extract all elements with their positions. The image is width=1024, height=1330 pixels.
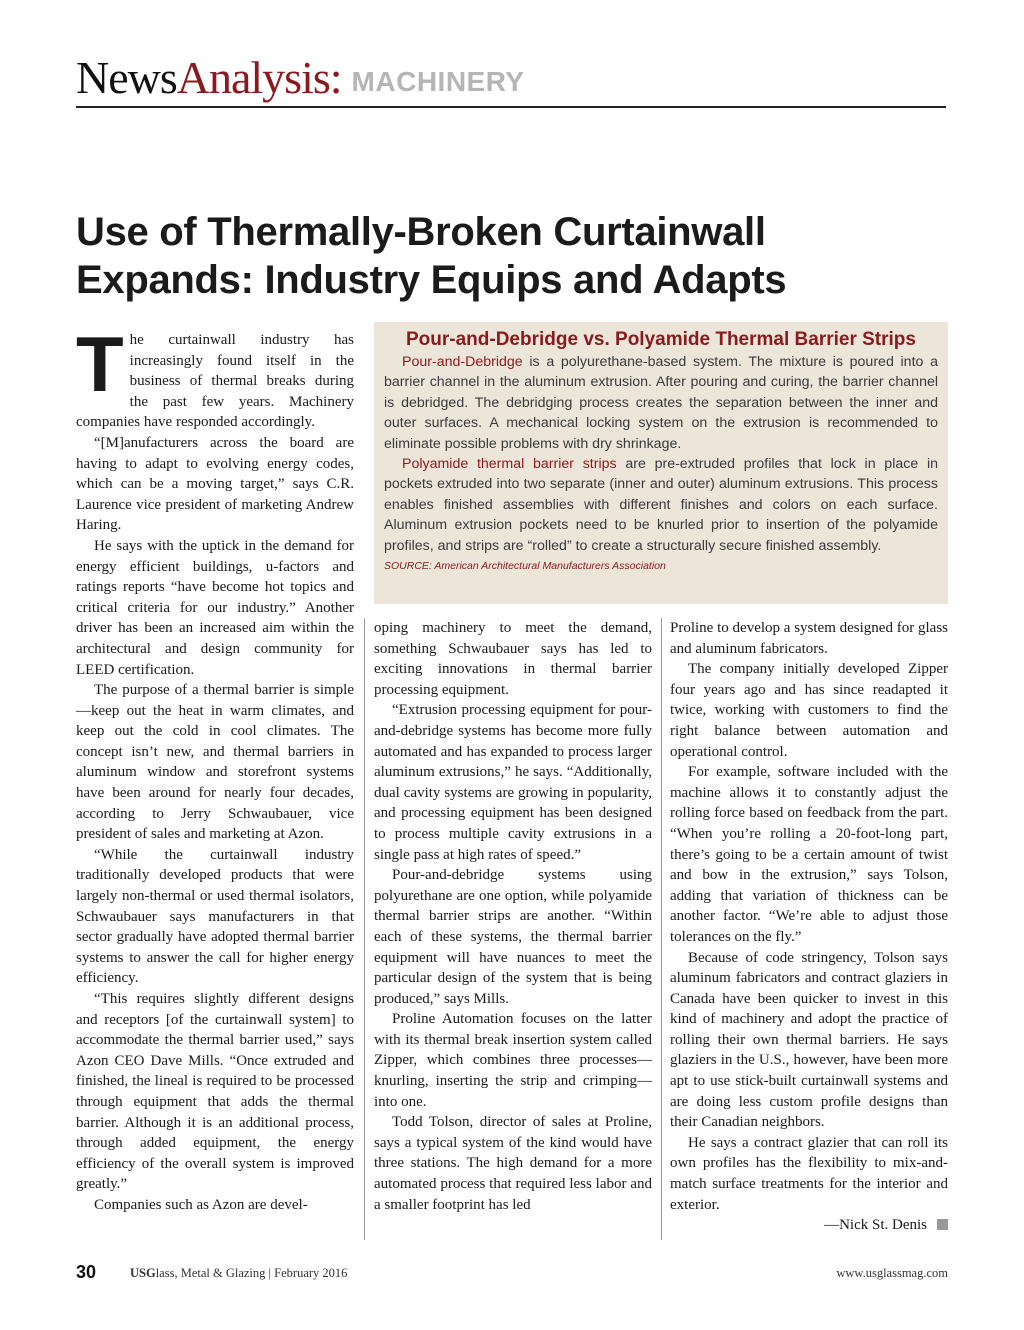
article-column-3 [670,618,948,1236]
article-paragraph [76,320,354,433]
article-paragraph: Because of code stringency, Tolson says aluminum fabricators and contract glaziers in Canada have been quicker to invest in this kind of machinery and adopt the practice of rolling their own thermal barriers. He says glaziers in the U.S., however, have been more apt to use stick-built curtainwall systems and are doing less custom profile designs than their Canadian neighbors. [670,949,948,1131]
article-paragraph: Companies such as Azon are devel- [94,1196,308,1213]
article-paragraph: Todd Tolson, director of sales at Proline, says a typical system of the kind would have three stations. The high demand for a more automated process that required less labor and a smaller footprint has led [374,1114,652,1213]
sidebar-box [374,322,948,604]
article-paragraph: He says a contract glazier that can roll its own profiles has the flexibility to mix-and-match surface treatments for the interior and exterior. [670,1134,948,1213]
article-paragraph: “[M]anufacturers across the board are having to adapt to evolving energy codes, which can be a moving target,” says C.R. Laurence vice president of marketing Andrew Haring. [76,434,354,534]
article-paragraph: “While the curtainwall industry traditionally developed products that were largely non-thermal or used thermal isolators, Schwaubauer says manufacturers in that sector gradually have adopted thermal barrier systems to answer the call for higher energy efficiency. [76,846,354,987]
column-divider [661,618,662,1240]
page-footer [76,1262,948,1286]
pub-abbrev: USG [130,1266,156,1280]
sidebar-source: SOURCE: American Architectural Manufacturers Association [384,560,666,573]
website-url: www.usglassmag.com [836,1266,948,1280]
sidebar-paragraph-1 [384,352,938,454]
headline [76,208,956,304]
article-column-2 [374,618,652,1215]
article-column-1 [76,320,354,1216]
article-paragraph: “This requires slightly different designs and receptors [of the curtainwall system] to accommodate the thermal barrier used,” says Azon CEO Dave Mills. “Once extruded and finished, the lineal is required to be processed through equipment that adds the thermal barrier. Although it is an additional process, through added equipment, the energy efficiency of the overall system is improved greatly.” [76,991,354,1193]
issue-date: February 2016 [274,1266,348,1280]
sidebar-text: is a polyurethane-based system. The mixture is poured into a barrier channel in the aluminum extrusion. After pouring and curing, the barrier channel is debridged. The debridging process creates the separation between the inner and outer surfaces. A mechanical locking system on the extrusion is recommended to eliminate possible problems with dry shrinkage. [384,354,938,452]
footer-separator: | [268,1266,272,1280]
masthead-analysis: Analysis: [176,52,342,103]
article-paragraph: Proline to develop a system designed for glass and aluminum fabricators. [670,620,948,657]
byline [670,1215,948,1236]
article-paragraph: oping machinery to meet the demand, something Schwaubauer says has led to exciting innovations in thermal barrier processing equipment. [374,620,652,698]
sidebar-text: are pre-extruded profiles that lock in place in pockets extruded into two separate (inner and outer) aluminum extrusions. This process enables finished assemblies with different finishes and colors on each surface. Aluminum extrusion pockets need to be knurled prior to insertion of the polyamide profiles, and strips are “rolled” to create a structurally secure finished assembly. [384,456,938,554]
sidebar-paragraph-2 [384,454,938,556]
drop-cap: T [76,320,124,408]
article-paragraph: The company initially developed Zipper four years ago and has since readapted it twice, working with customers to find the right balance between automation and operational control. [670,661,948,760]
masthead-section: MACHINERY [351,66,525,97]
article-paragraph: The purpose of a thermal barrier is simple—keep out the heat in warm climates, and keep out the cold in cool climates. The concept isn’t new, and thermal barriers in aluminum window and storefront systems have been around for nearly four decades, according to Jerry Schwaubauer, vice president of sales and marketing at Azon. [76,682,354,843]
publication-name [130,1266,347,1281]
article-paragraph: “Extrusion processing equipment for pour-and-debridge systems has become more fully automated and has expanded to process larger aluminum extrusions,” he says. “Additionally, dual cavity systems are growing in popularity, and processing equipment has been designed to process multiple cavity extrusions in a single pass at high rates of speed.” [374,702,652,863]
end-mark-icon [937,1219,948,1230]
page-number: 30 [76,1262,97,1282]
byline-text: —Nick St. Denis [824,1217,927,1234]
pub-rest: lass, Metal & Glazing [155,1266,266,1280]
article-paragraph: Pour-and-debridge systems using polyurethane are one option, while polyamide thermal barrier strips are another. “Within each of these systems, the thermal barrier equipment will have nuances to meet the particular design of the system that is being produced,” says Mills. [374,867,652,1007]
masthead [76,50,946,108]
sidebar-term-pour: Pour-and-Debridge [402,354,523,370]
paragraph-text: he curtainwall industry has increasingly found itself in the business of thermal breaks during the past few years. Machinery companies have responded accordingly. [76,332,354,431]
article-paragraph: For example, software included with the machine allows it to constantly adjust the rolling force based on feedback from the part. “When you’re rolling a 20-foot-long part, there’s going to be a certain amount of twist and bow in the extrusion,” says Tolson, adding that variation of thickness can be another factor. “We’re able to adjust those tolerances on the fly.” [670,764,948,945]
headline-line1: Use of Thermally-Broken Curtainwall [76,210,766,254]
sidebar-title: Pour-and-Debridge vs. Polyamide Thermal Barrier Strips [406,329,916,350]
masthead-news: News [76,52,177,103]
sidebar-term-polyamide: Polyamide thermal barrier strips [402,456,617,473]
article-paragraph: Proline Automation focuses on the latter with its thermal break insertion system called Zipper, which combines three processes—knurling, inserting the strip and crimping—into one. [374,1011,652,1110]
article-paragraph: He says with the uptick in the demand for energy efficient buildings, u-factors and ratings reports “have become hot topics and critical criteria for our industry.” Another driver has been an increased aim within the architectural and design community for LEED certification. [76,537,354,678]
headline-line2: Expands: Industry Equips and Adapts [76,258,787,302]
column-divider [364,618,365,1240]
